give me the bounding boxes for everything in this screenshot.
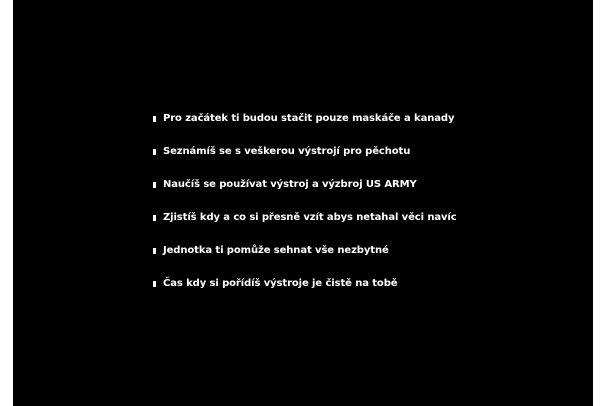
bullet-icon xyxy=(153,281,156,287)
bullet-text: Čas kdy si pořídíš výstroje je čistě na tobě xyxy=(163,278,398,289)
bullet-text: Seznámíš se s veškerou výstrojí pro pěchotu xyxy=(163,146,411,157)
bullet-icon xyxy=(153,116,156,122)
bullet-icon xyxy=(153,182,156,188)
bullet-icon xyxy=(153,149,156,155)
bullet-list xyxy=(153,110,457,308)
list-item xyxy=(153,143,457,176)
bullet-text: Naučíš se používat výstroj a výzbroj US ARMY xyxy=(163,179,417,190)
bullet-icon xyxy=(153,248,156,254)
list-item xyxy=(153,209,457,242)
bullet-text: Zjistíš kdy a co si přesně vzít abys netahal věci navíc xyxy=(163,212,457,223)
list-item xyxy=(153,242,457,275)
bullet-icon xyxy=(153,215,156,221)
list-item xyxy=(153,110,457,143)
bullet-text: Pro začátek ti budou stačit pouze maskáče a kanady xyxy=(163,113,455,124)
list-item xyxy=(153,176,457,209)
list-item xyxy=(153,275,457,308)
slide-screen xyxy=(13,0,593,406)
bullet-text: Jednotka ti pomůže sehnat vše nezbytné xyxy=(163,245,389,256)
